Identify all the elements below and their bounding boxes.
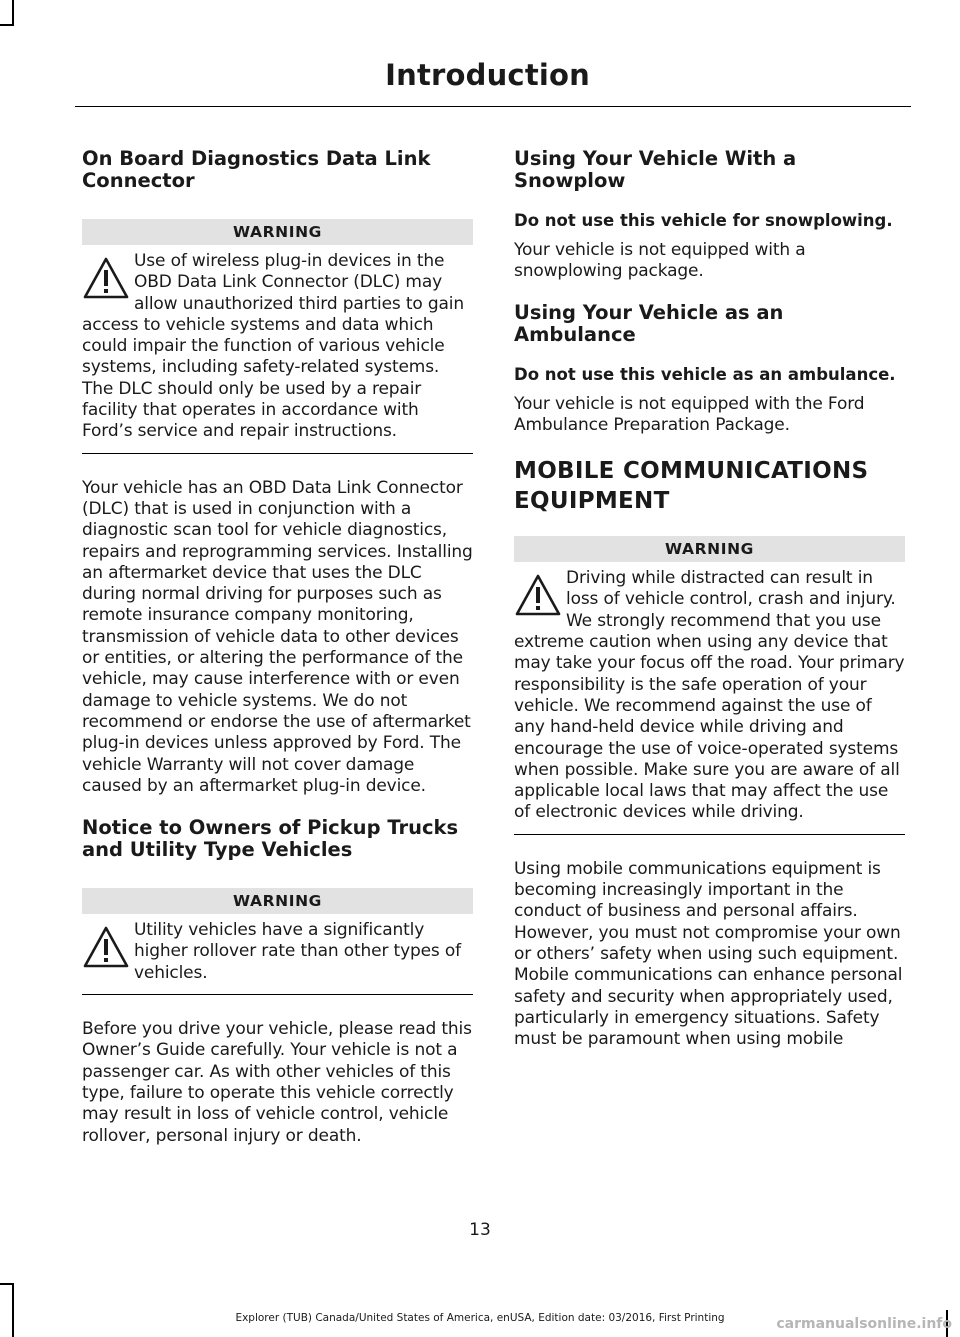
- left-column: [82, 148, 473, 1167]
- obd-heading: On Board Diagnostics Data Link Connector: [82, 147, 431, 192]
- notice-heading: Notice to Owners of Pickup Trucks and Utility Type Vehicles: [82, 816, 459, 862]
- crop-mark-bottom-left-horizontal: [0, 1283, 14, 1285]
- warning-text-obd: Use of wireless plug-in devices in the OBD Data Link Connector (DLC) may allow unauthorized third parties to gain access to vehicle systems and data which could impair the function of various vehicle systems, including safety-related systems. The DLC should only be used by a repair facility that operates in accordance with Ford’s service and repair instructions.: [82, 251, 464, 442]
- watermark: carmanualsonline.info: [776, 1316, 952, 1332]
- header-rule: [75, 106, 911, 107]
- right-column: [514, 148, 905, 1070]
- crop-mark-bottom-left-vertical: [12, 1283, 14, 1337]
- warning-text-rollover: Utility vehicles have a significantly higher rollover rate than other types of vehicles.: [134, 920, 461, 983]
- crop-mark-top-left-vertical: [12, 0, 14, 24]
- warning-label: WARNING: [514, 536, 905, 562]
- footer-edition-info: Explorer (TUB) Canada/United States of America, enUSA, Edition date: 03/2016, First Printing: [235, 1312, 725, 1324]
- ambulance-paragraph: Your vehicle is not equipped with the Ford Ambulance Preparation Package.: [514, 393, 865, 435]
- warning-label: WARNING: [82, 219, 473, 245]
- ambulance-bold-note: Do not use this vehicle as an ambulance.: [514, 365, 896, 385]
- warning-triangle-icon: [514, 572, 562, 618]
- snowplow-heading: Using Your Vehicle With a Snowplow: [514, 147, 797, 192]
- warning-text-distraction: Driving while distracted can result in loss of vehicle control, crash and injury. We strongly recommend that you use extreme caution when using any device that may take your focus off the road. Your primary responsibility is the safe operation of your vehicle. We recommend against the use of any hand-held device while driving and encourage the use of voice-operated systems when possible. Make sure you are aware of all applicable local laws that may affect the use of electronic devices while driving.: [514, 568, 905, 823]
- mobile-section-heading: MOBILE COMMUNICATIONS EQUIPMENT: [514, 458, 869, 515]
- mobile-paragraph: Using mobile communications equipment is becoming increasingly important in the conduct of business and personal affairs. However, you must not compromise your own or others’ safety when using such equipment. Mobile communications can enhance personal safety and security when appropriately used, particularly in emergency situations. Safety must be paramount when using mobile: [514, 858, 903, 1050]
- snowplow-paragraph: Your vehicle is not equipped with a snowplowing package.: [514, 239, 806, 281]
- obd-paragraph: Your vehicle has an OBD Data Link Connector (DLC) that is used in conjunction with a diagnostic scan tool for vehicle diagnostics, repairs and reprogramming services. Installing an aftermarket device that uses the DLC during normal driving for purposes such as remote insurance company monitoring, transmission of vehicle data to other devices or entities, or altering the performance of the vehicle, may cause interference with or even damage to vehicle systems. We do not recommend or endorse the use of aftermarket plug-in devices unless approved by Ford. The vehicle Warranty will not cover damage caused by an aftermarket plug-in device.: [82, 477, 473, 796]
- warning-label: WARNING: [82, 888, 473, 914]
- snowplow-bold-note: Do not use this vehicle for snowplowing.: [514, 211, 893, 230]
- warning-box-obd: [82, 219, 473, 454]
- ambulance-heading: Using Your Vehicle as an Ambulance: [514, 301, 784, 347]
- crop-mark-top-left-horizontal: [0, 24, 14, 26]
- notice-paragraph: Before you drive your vehicle, please read this Owner’s Guide carefully. Your vehicle is not a passenger car. As with other vehicles of this type, failure to operate this vehicle correctly may result in loss of vehicle control, vehicle rollover, personal injury or death.: [82, 1019, 472, 1146]
- warning-box-distraction: [514, 536, 905, 835]
- warning-triangle-icon: [82, 255, 130, 301]
- page-header-title: Introduction: [385, 58, 590, 92]
- page-number: 13: [469, 1220, 491, 1240]
- warning-triangle-icon: [82, 924, 130, 970]
- warning-box-rollover: [82, 888, 473, 995]
